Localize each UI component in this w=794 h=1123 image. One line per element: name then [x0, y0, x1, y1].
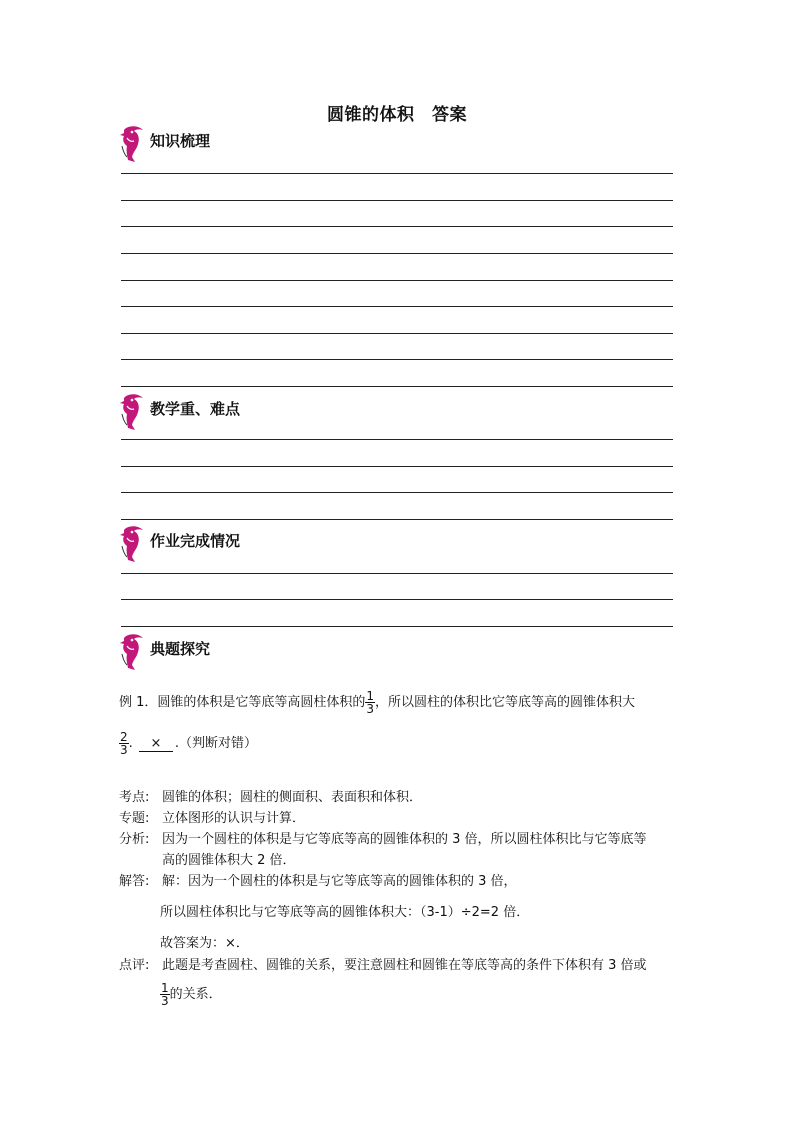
- writing-line: [121, 359, 673, 360]
- jieda-label: 解答:: [119, 874, 150, 889]
- writing-line: [121, 573, 673, 574]
- section-label: 作业完成情况: [150, 532, 241, 550]
- writing-line: [121, 280, 673, 281]
- writing-line: [121, 626, 673, 627]
- writing-line: [121, 519, 673, 520]
- analysis-zhuanti: [119, 810, 305, 828]
- zhuanti-label: 专题:: [119, 811, 150, 826]
- example-suffix: .（判断对错）: [174, 736, 258, 751]
- writing-line: [121, 306, 673, 307]
- fenxi-line1: 因为一个圆柱的体积是与它等底等高的圆锥体积的 3 倍，所以圆柱体积比与它等底等: [162, 832, 647, 847]
- dolphin-icon: [118, 632, 146, 674]
- dolphin-icon: [118, 124, 146, 166]
- dianping-label: 点评:: [119, 958, 150, 973]
- example-dot: .: [128, 736, 133, 751]
- kaodian-label: 考点:: [119, 790, 150, 805]
- fenxi-line2: 高的圆锥体积大 2 倍．: [162, 853, 296, 868]
- analysis-dianping: [119, 957, 647, 975]
- example-prefix: 例 1．圆锥的体积是它等底等高圆柱体积的: [119, 695, 366, 710]
- answer-blank: ×: [139, 737, 173, 752]
- writing-line: [121, 200, 673, 201]
- dolphin-icon: [118, 524, 146, 566]
- writing-line: [121, 173, 673, 174]
- example-question-cont: [119, 731, 257, 756]
- page-title: 圆锥的体积 答案: [327, 105, 467, 125]
- writing-line: [121, 439, 673, 440]
- fenxi-label: 分析:: [119, 832, 150, 847]
- dolphin-icon: [118, 392, 146, 434]
- writing-line: [121, 599, 673, 600]
- fraction-one-third-b: $\frac{1}{3}$: [161, 981, 169, 1008]
- analysis-fenxi: [119, 831, 647, 849]
- fraction-two-thirds: $\frac{2}{3}$: [120, 730, 128, 757]
- writing-line: [121, 226, 673, 227]
- example-middle: ，所以圆柱的体积比它等底等高的圆锥体积大: [375, 695, 636, 710]
- section-label: 知识梳理: [150, 132, 211, 150]
- dianping-line2-wrap: [160, 982, 222, 1007]
- writing-line: [121, 492, 673, 493]
- writing-line: [121, 386, 673, 387]
- zhuanti-text: 立体图形的认识与计算．: [162, 811, 306, 826]
- analysis-jieda: [119, 873, 517, 891]
- analysis-kaodian: [119, 789, 422, 807]
- section-label: 教学重、难点: [150, 400, 241, 418]
- dianping-line2: 的关系．: [169, 987, 222, 1002]
- jieda-line2: 所以圆柱体积比与它等底等高的圆锥体积大：（3-1）÷2=2 倍．: [160, 905, 530, 920]
- fraction-one-third: $\frac{1}{3}$: [366, 689, 375, 716]
- writing-line: [121, 333, 673, 334]
- example-question: [119, 690, 635, 715]
- dianping-line1: 此题是考查圆柱、圆锥的关系，要注意圆柱和圆锥在等底等高的条件下体积有 3 倍或: [162, 958, 647, 973]
- jieda-line1: 解：因为一个圆柱的体积是与它等底等高的圆锥体积的 3 倍，: [162, 874, 517, 889]
- jieda-line3: 故答案为：×．: [160, 936, 249, 951]
- writing-line: [121, 466, 673, 467]
- kaodian-text: 圆锥的体积；圆柱的侧面积、表面积和体积．: [162, 790, 423, 805]
- section-label: 典题探究: [150, 640, 211, 658]
- writing-line: [121, 253, 673, 254]
